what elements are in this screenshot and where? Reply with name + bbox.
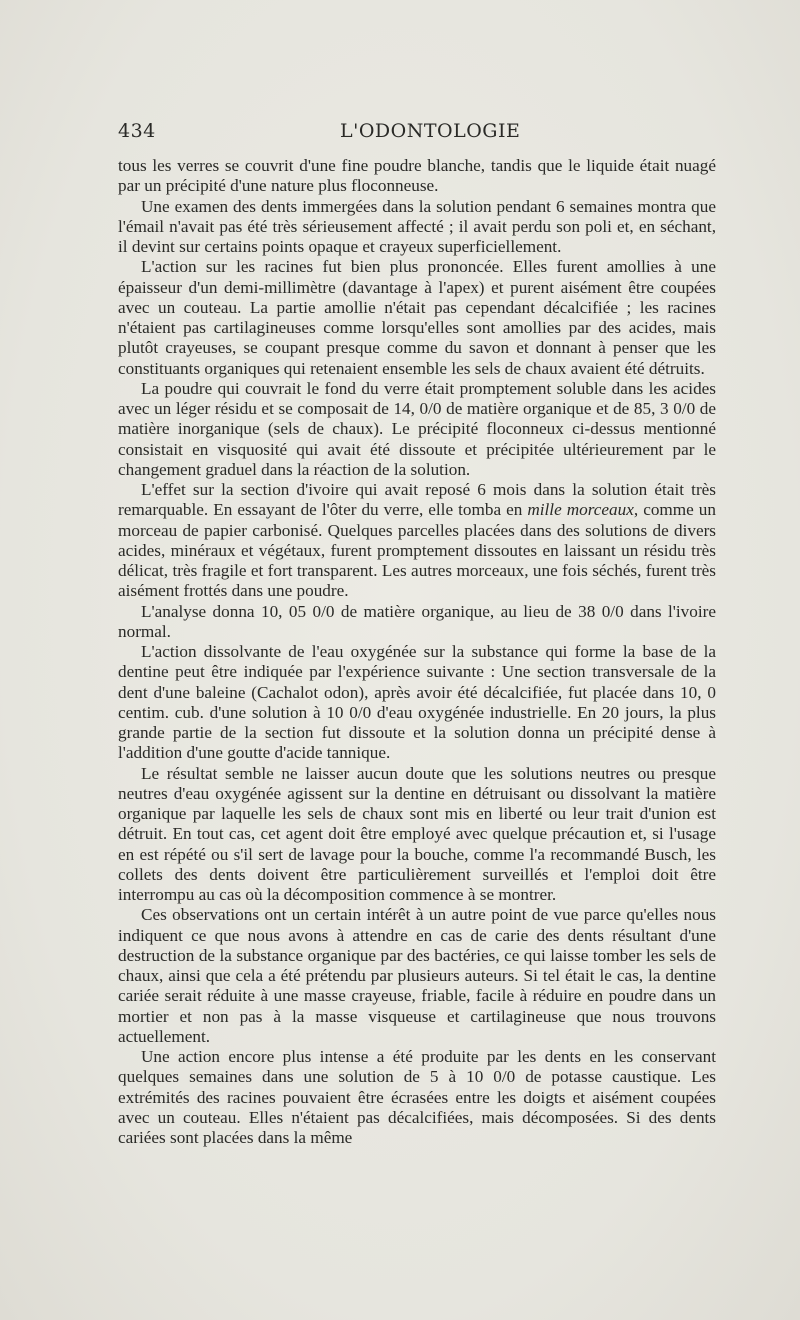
italic-text: mille morceaux <box>527 500 634 520</box>
text-segment: Une action encore plus intense a été produite par les dents en les conservant quelques semaines dans une solution de 5 à 10 0/0 de potasse caustique. Les extrémités des racines pouvaient être écrasées entre les doigts et aisément coupées avec un couteau. Elles n'étaient pas décalcifiées, mais décomposées. Si des dents cariées sont placées dans la même <box>118 1047 716 1147</box>
paragraph <box>118 480 716 602</box>
text-segment: La poudre qui couvrait le fond du verre était promptement soluble dans les acides avec un léger résidu et se composait de 14, 0/0 de matière organique et de 85, 3 0/0 de matière inorganique (sels de chaux). Le précipité floconneux ci-dessus mentionné consistait en visquosité qui avait été dissoute et précipitée ultérieurement par le changement graduel dans la réaction de la solution. <box>118 378 716 479</box>
paragraph <box>118 602 716 643</box>
paragraph <box>118 905 716 1047</box>
text-segment: Ces observations ont un certain intérêt à un autre point de vue parce qu'elles nous indiquent ce que nous avons à attendre en cas de carie des dents résultant d'une destruction de la substance organique par des bactéries, ce qui laisse tomber les sels de chaux, ainsi que cela a été prétendu par plusieurs auteurs. Si tel était le cas, la dentine cariée serait réduite à une masse crayeuse, friable, facile à réduire en poudre dans un mortier et non pas à la masse visqueuse et cartilagineuse que nous trouvons actuellement. <box>118 905 716 1046</box>
paragraph <box>118 379 716 480</box>
text-segment: L'action dissolvante de l'eau oxygénée sur la substance qui forme la base de la dentine peut être indiquée par l'expérience suivante : Une section transversale de la dent d'une baleine (Cachalot odon), après avoir été décalcifiée, fut placée dans 10, 0 centim. cub. d'une solution à 10 0/0 d'eau oxygénée industrielle. En 20 jours, la plus grande partie de la section fut dissoute et la solution donna un précipité dense à l'addition d'une goutte d'acide tannique. <box>118 642 716 763</box>
paragraph <box>118 642 716 764</box>
paragraph <box>118 156 716 197</box>
running-title: L'ODONTOLOGIE <box>340 120 521 142</box>
body-text <box>118 156 716 1148</box>
page-header <box>118 120 706 146</box>
text-segment: Le résultat semble ne laisser aucun doute que les solutions neutres ou presque neutres d'eau oxygénée agissent sur la dentine en détruisant ou dissolvant la matière organique par laquelle les sels de chaux sont mis en liberté ou leur trait d'union est détruit. En tout cas, cet agent doit être employé avec quelque précaution et, si l'usage en est répété ou s'il sert de lavage pour la bouche, comme l'a recommandé Busch, les collets des dents doivent être particulièrement surveillés et l'emploi doit être interrompu au cas où la décomposition commence à se montrer. <box>118 763 716 904</box>
text-segment: L'effet sur la section d'ivoire qui avait reposé 6 mois dans la solution était très remarquable. En essayant de l'ôter du verre, elle tomba en <box>118 480 716 520</box>
paragraph <box>118 764 716 906</box>
text-segment: , comme un morceau de papier carbonisé. Quelques parcelles placées dans des solutions de divers acides, minéraux et végétaux, furent promptement dissoutes en laissant un résidu très délicat, très fragile et fort transparent. Les autres morceaux, une fois séchés, furent très aisément frottés dans une poudre. <box>118 500 716 601</box>
text-segment: Une examen des dents immergées dans la solution pendant 6 semaines montra que l'émail n'avait pas été très sérieusement affecté ; il avait perdu son poli et, en séchant, il devint sur certains points opaque et crayeux superficiellement. <box>118 196 716 256</box>
paragraph <box>118 197 716 258</box>
text-segment: L'analyse donna 10, 05 0/0 de matière organique, au lieu de 38 0/0 dans l'ivoire normal. <box>118 601 716 641</box>
text-segment: L'action sur les racines fut bien plus prononcée. Elles furent amollies à une épaisseur d'un demi-millimètre (davantage à l'apex) et purent aisément être coupées avec un couteau. La partie amollie n'était pas cependant décalcifiée ; les racines n'étaient pas cartilagineuses comme lorsqu'elles sont amollies par des acides, mais plutôt crayeuses, se coupant presque comme du savon et donnant à penser que les constituants organiques qui retenaient ensemble les sels de chaux avaient été détruits. <box>118 257 716 378</box>
paragraph <box>118 257 716 379</box>
paragraph <box>118 1047 716 1148</box>
page-number: 434 <box>118 120 156 142</box>
text-segment: tous les verres se couvrit d'une fine poudre blanche, tandis que le liquide était nuagé par un précipité d'une nature plus floconneuse. <box>118 156 716 196</box>
